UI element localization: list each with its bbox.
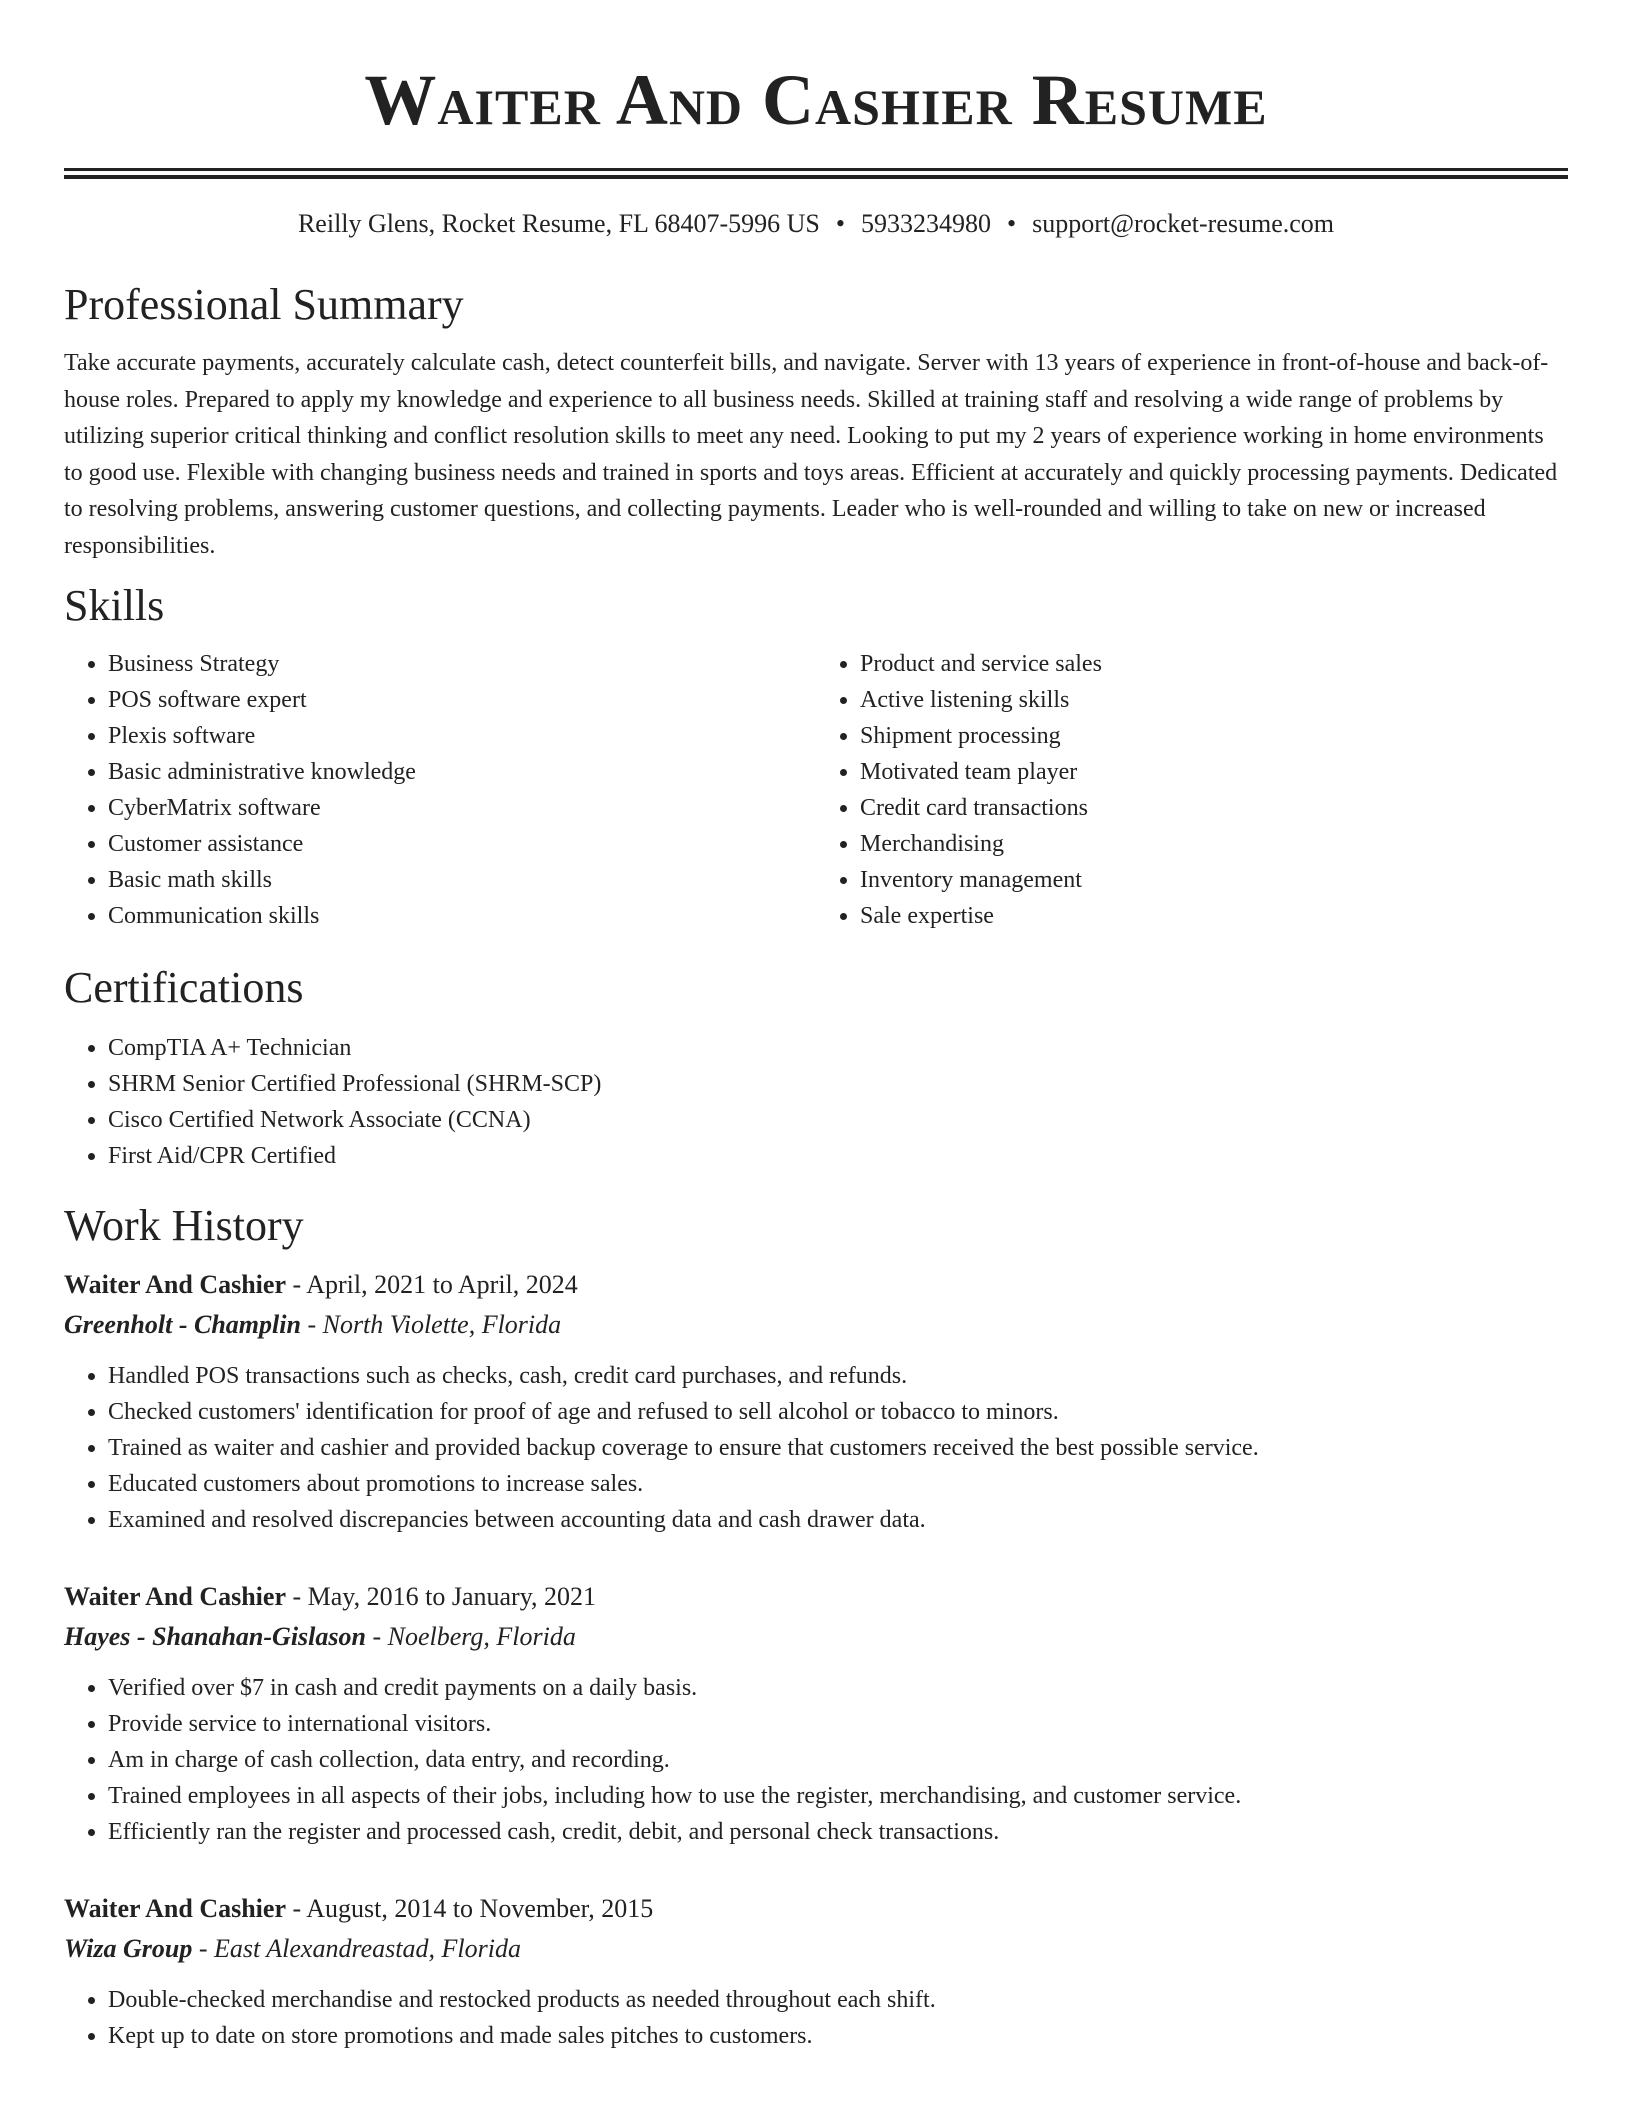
contact-address: Reilly Glens, Rocket Resume, FL 68407-5996 US: [297, 209, 820, 238]
job-company: Hayes - Shanahan-Gislason: [64, 1622, 366, 1651]
skill-item: • POS software expert: [108, 682, 816, 718]
job-entry: [64, 1890, 1568, 2054]
job-bullets: [64, 1982, 1568, 2054]
job-company: Greenholt - Champlin: [64, 1310, 301, 1339]
skill-item: • Credit card transactions: [860, 790, 1568, 826]
job-bullet: • Checked customers' identification for proof of age and refused to sell alcohol or tobacco to minors.: [108, 1394, 1568, 1430]
job-company-line: [64, 1306, 1568, 1344]
certification-item: • CompTIA A+ Technician: [108, 1030, 1568, 1066]
job-bullet: • Am in charge of cash collection, data entry, and recording.: [108, 1742, 1568, 1778]
job-title-line: [64, 1890, 1568, 1928]
certifications-list: [64, 1030, 1568, 1174]
job-bullet: • Educated customers about promotions to increase sales.: [108, 1466, 1568, 1502]
contact-email: support@rocket-resume.com: [1032, 209, 1335, 238]
job-title-line: [64, 1266, 1568, 1304]
job-title-line: [64, 1578, 1568, 1616]
skill-item: • Plexis software: [108, 718, 816, 754]
work-history-heading: Work History: [64, 1201, 304, 1250]
skills-list-left: [64, 646, 816, 934]
contact-separator: •: [1006, 209, 1017, 238]
skill-item: • Motivated team player: [860, 754, 1568, 790]
skill-item: • Customer assistance: [108, 826, 816, 862]
skills-grid: [64, 646, 1568, 934]
skill-item: • Basic administrative knowledge: [108, 754, 816, 790]
job-role: Waiter And Cashier: [64, 1270, 286, 1299]
contact-phone: 5933234980: [860, 209, 991, 238]
job-location: - Noelberg, Florida: [365, 1622, 576, 1651]
skill-item: • Sale expertise: [860, 898, 1568, 934]
certification-item: • Cisco Certified Network Associate (CCNA): [108, 1102, 1568, 1138]
job-bullet: • Provide service to international visitors.: [108, 1706, 1568, 1742]
job-bullet: • Examined and resolved discrepancies between accounting data and cash drawer data.: [108, 1502, 1568, 1538]
job-bullet: • Double-checked merchandise and restocked products as needed throughout each shift.: [108, 1982, 1568, 2018]
skill-item: • Communication skills: [108, 898, 816, 934]
summary-text: Take accurate payments, accurately calculate cash, detect counterfeit bills, and navigate. Server with 13 years of experience in front-of-house and back-of-house roles. Prepared to apply my knowledge and experience to all business needs. Skilled at training staff and resolving a wide range of problems by utilizing superior critical thinking and conflict resolution skills to meet any need. Looking to put my 2 years of experience working in home environments to good use. Flexible with changing business needs and trained in sports and toys areas. Efficient at accurately and quickly processing payments. Dedicated to resolving problems, answering customer questions, and collecting payments. Leader who is well-rounded and willing to take on new or increased responsibilities.: [64, 350, 1558, 559]
contact-separator: •: [835, 209, 845, 238]
job-bullet: • Kept up to date on store promotions and made sales pitches to customers.: [108, 2018, 1568, 2054]
page-title: Waiter And Cashier Resume: [364, 60, 1268, 140]
job-company-line: [64, 1930, 1568, 1968]
certifications-heading: Certifications: [64, 963, 304, 1012]
job-location: - North Violette, Florida: [300, 1310, 562, 1339]
job-bullet: • Trained employees in all aspects of their jobs, including how to use the register, merchandising, and customer service.: [108, 1778, 1568, 1814]
skill-item: • CyberMatrix software: [108, 790, 816, 826]
job-bullets: [64, 1358, 1568, 1538]
job-bullet: • Verified over $7 in cash and credit payments on a daily basis.: [108, 1670, 1568, 1706]
job-bullet: • Handled POS transactions such as checks, cash, credit card purchases, and refunds.: [108, 1358, 1568, 1394]
job-bullet: • Trained as waiter and cashier and provided backup coverage to ensure that customers received the best possible service.: [108, 1430, 1568, 1466]
skills-heading: Skills: [64, 581, 165, 630]
skills-list-right: [816, 646, 1568, 934]
job-dates: - May, 2016 to January, 2021: [285, 1582, 597, 1611]
skill-item: • Product and service sales: [860, 646, 1568, 682]
job-bullets: [64, 1670, 1568, 1850]
certification-item: • SHRM Senior Certified Professional (SHRM-SCP): [108, 1066, 1568, 1102]
job-location: - East Alexandreastad, Florida: [192, 1934, 521, 1963]
job-bullet: • Efficiently ran the register and processed cash, credit, debit, and personal check transactions.: [108, 1814, 1568, 1850]
title-divider: [64, 168, 1568, 179]
certification-item: • First Aid/CPR Certified: [108, 1138, 1568, 1174]
job-role: Waiter And Cashier: [64, 1582, 286, 1611]
job-company-line: [64, 1618, 1568, 1656]
job-role: Waiter And Cashier: [64, 1894, 286, 1923]
job-entry: [64, 1266, 1568, 1538]
job-company: Wiza Group: [64, 1934, 193, 1963]
skill-item: • Basic math skills: [108, 862, 816, 898]
skill-item: • Inventory management: [860, 862, 1568, 898]
job-entry: [64, 1578, 1568, 1850]
skill-item: • Business Strategy: [108, 646, 816, 682]
contact-line: [64, 207, 1568, 241]
skill-item: • Active listening skills: [860, 682, 1568, 718]
job-dates: - August, 2014 to November, 2015: [285, 1894, 654, 1923]
summary-heading: Professional Summary: [64, 280, 464, 329]
job-dates: - April, 2021 to April, 2024: [285, 1270, 578, 1299]
skill-item: • Shipment processing: [860, 718, 1568, 754]
skill-item: • Merchandising: [860, 826, 1568, 862]
